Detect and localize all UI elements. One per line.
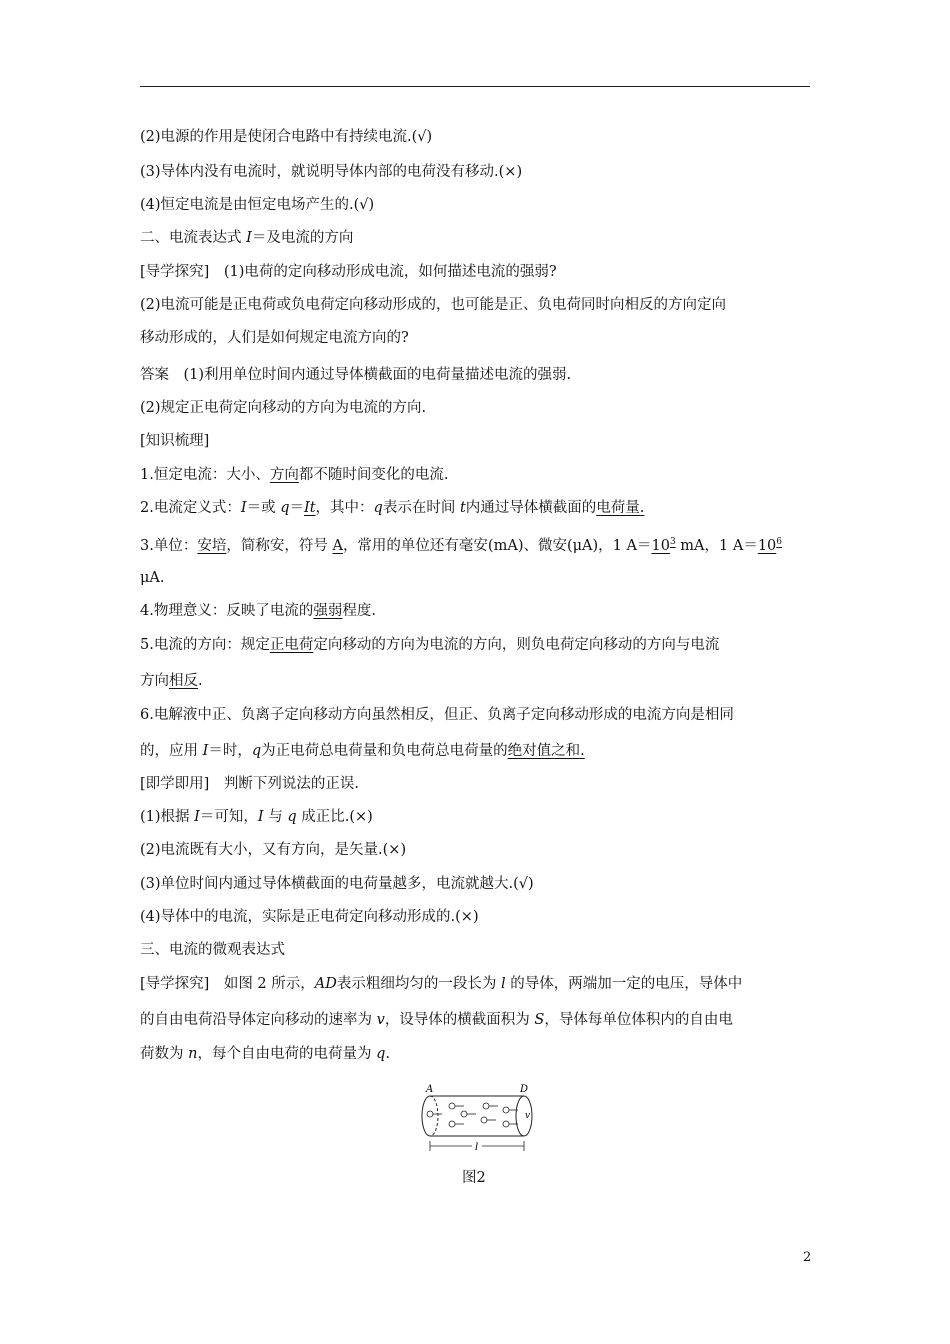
text-line: 的自由电荷沿导体定向移动的速率为 v，设导体的横截面积为 S，导体每单位体积内的自由电 [140, 1012, 733, 1028]
conductor-figure [412, 1080, 542, 1160]
label-a: A [426, 1084, 434, 1095]
text-line: 4.物理意义：反映了电流的强弱程度. [140, 603, 376, 619]
text-line: 2.电流定义式：I＝或 q＝It，其中：q表示在时间 t内通过导体横截面的电荷量. [140, 500, 645, 516]
text-line: 6.电解液中正、负离子定向移动方向虽然相反，但正、负离子定向移动形成的电流方向是相同 [140, 707, 734, 723]
text-line: (3)单位时间内通过导体横截面的电荷量越多，电流就越大.(√) [140, 876, 534, 892]
page-number: 2 [803, 1250, 812, 1265]
text-line: (3)导体内没有电流时，就说明导体内部的电荷没有移动.(×) [140, 164, 523, 180]
text-line: (4)导体中的电流，实际是正电荷定向移动形成的.(×) [140, 909, 479, 925]
text-line: [导学探究] 如图 2 所示，AD表示粗细均匀的一段长为 l 的导体，两端加一定的电压，导体中 [140, 976, 743, 992]
text-line: 移动形成的，人们是如何规定电流方向的? [140, 330, 409, 346]
text-line: 的，应用 I＝时，q为正电荷总电荷量和负电荷总电荷量的绝对值之和. [140, 743, 585, 759]
label-v: v [525, 1111, 531, 1121]
section-heading: 三、电流的微观表达式 [140, 942, 285, 958]
text-line: (2)规定正电荷定向移动的方向为电流的方向. [140, 400, 427, 416]
text-line: (2)电流可能是正电荷或负电荷定向移动形成的，也可能是正、负电荷同时向相反的方向定向 [140, 297, 727, 313]
text-line: [导学探究] (1)电荷的定向移动形成电流，如何描述电流的强弱? [140, 264, 557, 280]
right-section [516, 1096, 524, 1136]
free-charges [427, 1103, 518, 1127]
left-section [430, 1096, 438, 1136]
label-d: D [520, 1084, 529, 1095]
text-line: μA. [140, 570, 165, 586]
text-line: (1)根据 I＝可知，I 与 q 成正比.(×) [140, 809, 373, 825]
text-line: 荷数为 n，每个自由电荷的电荷量为 q. [140, 1046, 390, 1062]
header-rule [140, 86, 810, 87]
section-heading: 二、电流表达式 I＝及电流的方向 [140, 230, 354, 246]
text-line: 方向相反. [140, 673, 203, 689]
text-line: (2)电源的作用是使闭合电路中有持续电流.(√) [140, 129, 433, 145]
text-line: (4)恒定电流是由恒定电场产生的.(√) [140, 197, 375, 213]
answer-line: 答案 (1)利用单位时间内通过导体横截面的电荷量描述电流的强弱. [140, 367, 572, 383]
text-line: [知识梳理] [140, 433, 210, 449]
label-l: l [475, 1142, 479, 1153]
figure-caption: 图2 [462, 1170, 486, 1186]
text-line: (2)电流既有大小，又有方向，是矢量.(×) [140, 842, 407, 858]
text-line: [即学即用] 判断下列说法的正误. [140, 776, 359, 792]
text-line: 3.单位：安培，简称安，符号 A，常用的单位还有毫安(mA)、微安(μA)，1 $A=10^3$ mA，1 $A=10^6$ [140, 537, 783, 554]
text-line: 1.恒定电流：大小、方向都不随时间变化的电流. [140, 467, 449, 483]
text-line: 5.电流的方向：规定正电荷定向移动的方向为电流的方向，则负电荷定向移动的方向与电流 [140, 637, 720, 653]
